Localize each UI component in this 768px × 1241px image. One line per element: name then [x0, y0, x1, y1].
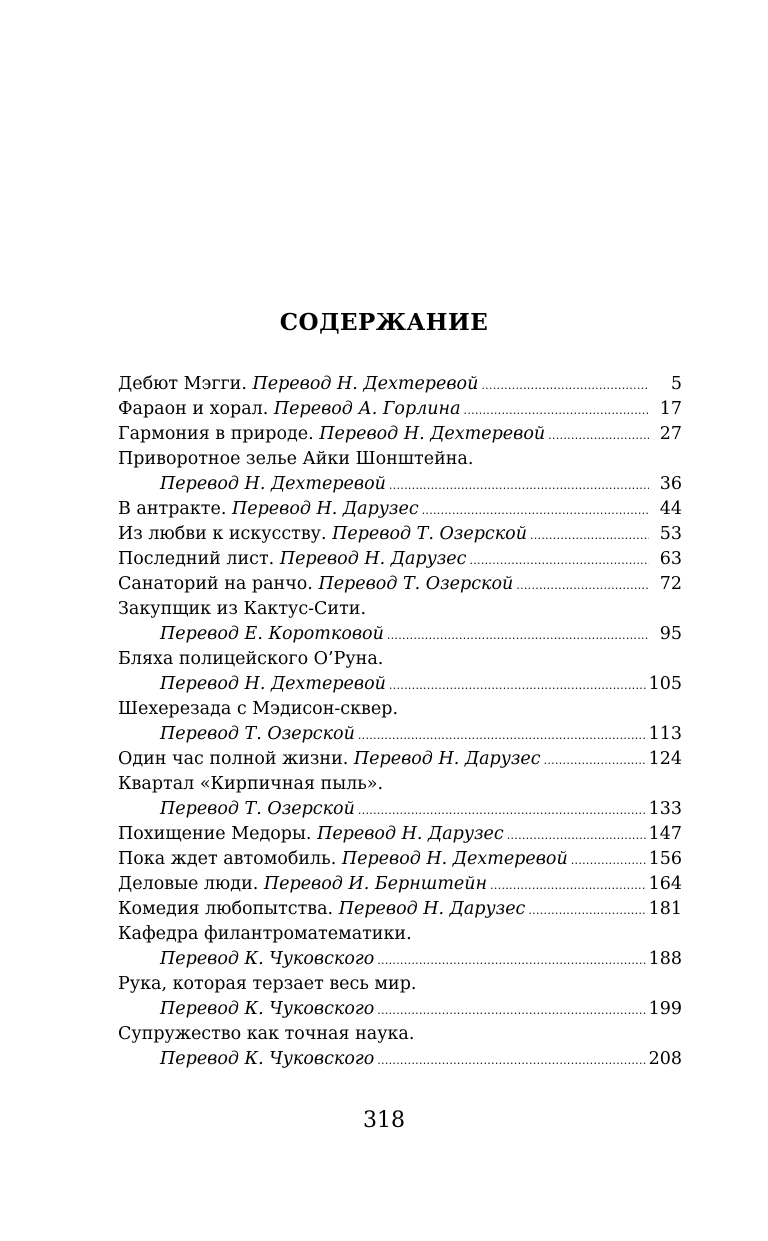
toc-entry — [118, 372, 682, 397]
toc-entry — [118, 622, 682, 647]
entry-page: 188 — [648, 949, 682, 969]
dot-leader — [422, 498, 649, 522]
entry-translator: Перевод Н. Дарузес — [353, 749, 541, 769]
entry-translator: Перевод Н. Дарузес — [317, 824, 504, 844]
entry-page: 105 — [648, 674, 682, 694]
dot-leader — [507, 823, 646, 847]
dot-leader — [377, 1048, 645, 1072]
toc-entry — [118, 1047, 682, 1072]
entry-title: Последний лист. — [118, 549, 275, 569]
entry-page: 208 — [648, 1049, 682, 1069]
entry-translator: Перевод Н. Дехтеревой — [252, 374, 479, 394]
page-title: СОДЕРЖАНИЕ — [279, 309, 489, 336]
toc-entry — [118, 422, 682, 447]
dot-leader — [548, 423, 649, 447]
entry-title: Комедия любопытства. — [118, 899, 334, 919]
toc-entry — [118, 822, 682, 847]
entry-page: 17 — [659, 399, 682, 419]
dot-leader — [481, 373, 649, 397]
dot-leader — [516, 573, 649, 597]
entry-page: 44 — [659, 499, 682, 519]
entry-page: 5 — [670, 374, 682, 394]
toc-entry — [118, 747, 682, 772]
entry-title: Из любви к искусству. — [118, 524, 327, 544]
entry-translator: Перевод К. Чуковского — [160, 949, 375, 969]
dot-leader — [464, 398, 649, 422]
entry-title: Один час полной жизни. — [118, 749, 349, 769]
entry-title: Санаторий на ранчо. — [118, 574, 313, 594]
toc-entry — [118, 797, 682, 822]
entry-page: 124 — [648, 749, 682, 769]
entry-translator: Перевод Т. Озерской — [160, 724, 355, 744]
dot-leader — [389, 473, 649, 497]
entry-page: 133 — [648, 799, 682, 819]
entry-translator: Перевод Т. Озерской — [160, 799, 355, 819]
table-of-contents — [118, 372, 682, 1072]
dot-leader — [530, 523, 649, 547]
entry-title: Деловые люди. — [118, 874, 259, 894]
dot-leader — [358, 798, 646, 822]
entry-title: Дебют Мэгги. — [118, 374, 247, 394]
dot-leader — [490, 873, 646, 897]
toc-entry — [118, 472, 682, 497]
entry-title: Бляха полицейского О’Руна. — [118, 649, 384, 669]
entry-translator: Перевод Н. Дарузес — [279, 549, 467, 569]
entry-translator: Перевод Н. Дехтеревой — [341, 849, 568, 869]
toc-entry-title-line — [118, 647, 682, 672]
entry-page: 113 — [648, 724, 682, 744]
dot-leader — [377, 998, 645, 1022]
entry-page: 53 — [659, 524, 682, 544]
entry-translator: Перевод К. Чуковского — [160, 1049, 375, 1069]
toc-entry — [118, 722, 682, 747]
toc-entry — [118, 947, 682, 972]
toc-entry — [118, 997, 682, 1022]
entry-title: Супружество как точная наука. — [118, 1024, 415, 1044]
toc-entry-title-line — [118, 922, 682, 947]
entry-translator: Перевод Е. Коротковой — [160, 624, 384, 644]
toc-entry — [118, 572, 682, 597]
entry-page: 156 — [648, 849, 682, 869]
entry-title: В антракте. — [118, 499, 227, 519]
dot-leader — [469, 548, 649, 572]
page-number: 318 — [363, 1108, 405, 1133]
toc-entry — [118, 397, 682, 422]
entry-page: 164 — [648, 874, 682, 894]
toc-entry-title-line — [118, 1022, 682, 1047]
entry-title: Фараон и хорал. — [118, 399, 269, 419]
entry-page: 72 — [659, 574, 682, 594]
entry-page: 27 — [659, 424, 682, 444]
entry-translator: Перевод Н. Дехтеревой — [160, 474, 386, 494]
toc-entry — [118, 522, 682, 547]
entry-translator: Перевод Н. Дарузес — [338, 899, 526, 919]
entry-title: Похищение Медоры. — [118, 824, 312, 844]
toc-entry — [118, 497, 682, 522]
dot-leader — [571, 848, 646, 872]
toc-entry — [118, 872, 682, 897]
toc-entry-title-line — [118, 772, 682, 797]
entry-title: Закупщик из Кактус-Сити. — [118, 599, 367, 619]
dot-leader — [389, 673, 646, 697]
dot-leader — [387, 623, 649, 647]
entry-title: Рука, которая терзает весь мир. — [118, 974, 417, 994]
entry-translator: Перевод Т. Озерской — [318, 574, 514, 594]
entry-translator: Перевод К. Чуковского — [160, 999, 375, 1019]
entry-translator: Перевод Н. Дехтеревой — [319, 424, 546, 444]
entry-translator: Перевод Н. Дехтеревой — [160, 674, 386, 694]
toc-entry — [118, 547, 682, 572]
entry-title: Шехерезада с Мэдисон-сквер. — [118, 699, 399, 719]
entry-page: 95 — [659, 624, 682, 644]
entry-translator: Перевод Н. Дарузес — [231, 499, 419, 519]
entry-translator: Перевод А. Горлина — [273, 399, 461, 419]
toc-entry — [118, 847, 682, 872]
entry-page: 199 — [648, 999, 682, 1019]
entry-title: Приворотное зелье Айки Шонштейна. — [118, 449, 474, 469]
entry-page: 181 — [648, 899, 682, 919]
entry-title: Пока ждет автомобиль. — [118, 849, 337, 869]
dot-leader — [358, 723, 646, 747]
toc-entry-title-line — [118, 447, 682, 472]
toc-entry-title-line — [118, 972, 682, 997]
dot-leader — [377, 948, 645, 972]
toc-entry-title-line — [118, 697, 682, 722]
dot-leader — [528, 898, 645, 922]
entry-title: Квартал «Кирпичная пыль». — [118, 774, 384, 794]
toc-entry-title-line — [118, 597, 682, 622]
entry-page: 36 — [659, 474, 682, 494]
entry-page: 147 — [648, 824, 682, 844]
entry-page: 63 — [659, 549, 682, 569]
entry-title: Кафедра филантроматематики. — [118, 924, 412, 944]
dot-leader — [544, 748, 646, 772]
toc-entry — [118, 672, 682, 697]
toc-entry — [118, 897, 682, 922]
entry-title: Гармония в природе. — [118, 424, 314, 444]
entry-translator: Перевод И. Бернштейн — [263, 874, 488, 894]
entry-translator: Перевод Т. Озерской — [332, 524, 527, 544]
